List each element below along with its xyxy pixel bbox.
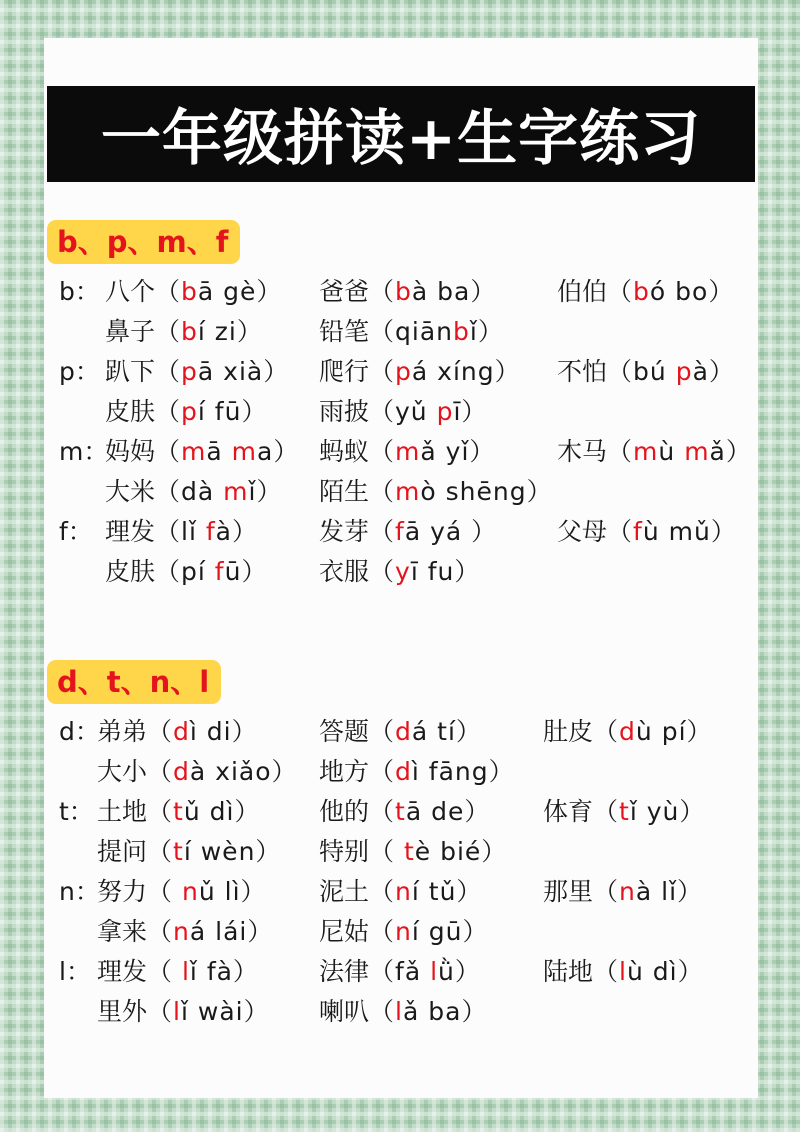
- pinyin-text: í fū）: [197, 397, 268, 426]
- vocab-pinyin: [593, 877, 703, 906]
- vocab-word: 理发: [105, 517, 156, 546]
- vocab-pinyin: [607, 277, 734, 306]
- vocab-item: [97, 752, 298, 792]
- pinyin-initial-highlight: l: [619, 957, 627, 986]
- vocab-item: [557, 432, 752, 472]
- vocab-word: 陆地: [543, 957, 594, 986]
- vocab-item: [543, 712, 713, 752]
- vocab-word: 雨披: [319, 397, 370, 426]
- vocab-word: 提问: [97, 837, 148, 866]
- vocab-word: 趴下: [105, 357, 156, 386]
- pinyin-text: （: [155, 317, 182, 346]
- vocab-line: [47, 272, 755, 312]
- vocab-line: [47, 392, 755, 432]
- vocab-pinyin: [369, 437, 495, 466]
- vocab-item: [97, 792, 260, 832]
- vocab-pinyin: [155, 437, 299, 466]
- vocab-pinyin: [147, 757, 298, 786]
- pinyin-initial-highlight: l: [181, 957, 190, 986]
- pinyin-text: （: [369, 837, 404, 866]
- vocab-word: 那里: [543, 877, 594, 906]
- vocab-word: 蚂蚁: [319, 437, 370, 466]
- vocab-pinyin: [369, 837, 507, 866]
- pinyin-text: （: [155, 437, 182, 466]
- pinyin-text: （qiān: [369, 317, 453, 346]
- vocab-pinyin: [369, 757, 515, 786]
- vocab-line: [47, 432, 755, 472]
- pinyin-text: ì di）: [189, 717, 258, 746]
- vocab-word: 爬行: [319, 357, 370, 386]
- pinyin-text: è bié）: [414, 837, 508, 866]
- vocab-item: [319, 432, 495, 472]
- vocab-pinyin: [155, 397, 267, 426]
- pinyin-text: ā yá ）: [404, 517, 498, 546]
- vocab-line: [47, 952, 755, 992]
- pinyin-text: （: [369, 357, 396, 386]
- vocab-item: [319, 472, 553, 512]
- pinyin-initial-highlight: d: [173, 757, 190, 786]
- pinyin-text: （: [155, 357, 182, 386]
- pinyin-text: （: [147, 717, 174, 746]
- vocab-item: [319, 272, 496, 312]
- vocab-item: [97, 872, 267, 912]
- initial-label: f：: [59, 517, 93, 546]
- vocab-line: [47, 712, 755, 752]
- vocab-item: [97, 952, 259, 992]
- vocab-item: [105, 352, 289, 392]
- pinyin-initial-highlight: n: [173, 917, 190, 946]
- pinyin-text: à）: [215, 517, 258, 546]
- pinyin-text: （: [369, 557, 396, 586]
- vocab-item: [97, 832, 281, 872]
- vocab-pinyin: [155, 357, 289, 386]
- pinyin-initial-highlight: p: [181, 357, 198, 386]
- vocab-word: 皮肤: [105, 557, 156, 586]
- pinyin-text: （: [369, 757, 396, 786]
- vocab-pinyin: [369, 997, 487, 1026]
- vocab-item: [319, 352, 521, 392]
- vocab-word: 答题: [319, 717, 370, 746]
- pinyin-text: （: [147, 917, 174, 946]
- vocab-word: 八个: [105, 277, 156, 306]
- pinyin-text: （: [147, 997, 174, 1026]
- pinyin-text: （fǎ: [369, 957, 431, 986]
- pinyin-text: （: [369, 917, 396, 946]
- pinyin-initial-highlight: d: [395, 757, 412, 786]
- vocab-word: 肚皮: [543, 717, 594, 746]
- vocab-pinyin: [147, 837, 281, 866]
- pinyin-text: （: [155, 397, 182, 426]
- pinyin-initial-highlight: f: [205, 517, 216, 546]
- pinyin-text: （: [147, 757, 174, 786]
- vocab-pinyin: [369, 317, 504, 346]
- pinyin-initial-highlight: l: [173, 997, 181, 1026]
- pinyin-text: ǜ）: [438, 957, 481, 986]
- vocab-word: 努力: [97, 877, 148, 906]
- vocab-item: [105, 512, 258, 552]
- pinyin-text: ā: [206, 437, 232, 466]
- vocab-pinyin: [593, 797, 705, 826]
- pinyin-text: （: [369, 717, 396, 746]
- vocab-item: [105, 552, 267, 592]
- pinyin-initial-highlight: t: [173, 797, 184, 826]
- pinyin-text: （lǐ: [155, 517, 206, 546]
- section-entries: [47, 712, 755, 1032]
- vocab-word: 土地: [97, 797, 148, 826]
- pinyin-text: （: [369, 877, 396, 906]
- vocab-item: [319, 872, 482, 912]
- vocab-item: [105, 312, 263, 352]
- pinyin-text: ó bo）: [649, 277, 735, 306]
- pinyin-text: á xíng）: [411, 357, 521, 386]
- vocab-word: 衣服: [319, 557, 370, 586]
- pinyin-initial-highlight: d: [395, 717, 412, 746]
- initial-label: t：: [59, 797, 94, 826]
- pinyin-text: （yǔ: [369, 397, 437, 426]
- pinyin-initial-highlight: m: [223, 477, 249, 506]
- pinyin-text: （: [147, 957, 182, 986]
- pinyin-initial-highlight: b: [395, 277, 412, 306]
- pinyin-initial-highlight: l: [395, 997, 403, 1026]
- pinyin-text: a）: [257, 437, 300, 466]
- vocab-word: 陌生: [319, 477, 370, 506]
- vocab-word: 里外: [97, 997, 148, 1026]
- worksheet-title: [47, 86, 755, 182]
- pinyin-initial-highlight: t: [395, 797, 406, 826]
- pinyin-text: ǔ lì）: [198, 877, 267, 906]
- pinyin-text: （: [369, 437, 396, 466]
- pinyin-initial-highlight: d: [173, 717, 190, 746]
- vocab-word: 理发: [97, 957, 148, 986]
- pinyin-initial-highlight: y: [395, 557, 411, 586]
- vocab-item: [97, 712, 258, 752]
- vocab-word: 妈妈: [105, 437, 156, 466]
- vocab-pinyin: [147, 997, 270, 1026]
- vocab-item: [319, 992, 487, 1032]
- vocab-line: [47, 832, 755, 872]
- pinyin-initial-highlight: d: [619, 717, 636, 746]
- vocab-word: 铅笔: [319, 317, 370, 346]
- pinyin-text: í zi）: [197, 317, 263, 346]
- pinyin-text: （: [369, 517, 396, 546]
- pinyin-initial-highlight: b: [633, 277, 650, 306]
- pinyin-text: à xiǎo）: [189, 757, 298, 786]
- vocab-line: [47, 512, 755, 552]
- vocab-item: [543, 792, 705, 832]
- vocab-item: [319, 832, 507, 872]
- pinyin-initial-highlight: m: [395, 477, 421, 506]
- pinyin-text: ǐ fà）: [189, 957, 259, 986]
- vocab-word: 尼姑: [319, 917, 370, 946]
- vocab-item: [543, 872, 703, 912]
- initial-label: l：: [59, 957, 91, 986]
- pinyin-text: （dà: [155, 477, 224, 506]
- vocab-word: 特别: [319, 837, 370, 866]
- vocab-item: [557, 352, 735, 392]
- pinyin-initial-highlight: p: [395, 357, 412, 386]
- vocab-pinyin: [369, 957, 481, 986]
- pinyin-text: ì fāng）: [411, 757, 515, 786]
- section-tag: d、t、n、l: [47, 660, 221, 704]
- pinyin-text: （: [593, 717, 620, 746]
- pinyin-text: （bú: [607, 357, 676, 386]
- pinyin-text: （: [147, 877, 182, 906]
- vocab-word: 泥土: [319, 877, 370, 906]
- initial-label: p：: [59, 357, 100, 386]
- pinyin-initial-highlight: b: [181, 277, 198, 306]
- pinyin-initial-highlight: n: [395, 917, 412, 946]
- vocab-item: [319, 552, 480, 592]
- title-text: 一年级拼读+生字练习: [100, 104, 702, 174]
- vocab-pinyin: [369, 477, 553, 506]
- vocab-item: [557, 512, 737, 552]
- vocab-pinyin: [155, 317, 263, 346]
- pinyin-initial-highlight: n: [395, 877, 412, 906]
- vocab-item: [105, 392, 267, 432]
- pinyin-text: ā xià）: [197, 357, 290, 386]
- vocab-word: 皮肤: [105, 397, 156, 426]
- pinyin-text: í tǔ）: [411, 877, 483, 906]
- vocab-pinyin: [369, 877, 482, 906]
- pinyin-text: ù: [658, 437, 685, 466]
- pinyin-initial-highlight: m: [633, 437, 659, 466]
- vocab-item: [557, 272, 734, 312]
- pinyin-text: á lái）: [189, 917, 274, 946]
- initial-label: n：: [59, 877, 100, 906]
- vocab-word: 木马: [557, 437, 608, 466]
- pinyin-initial-highlight: t: [403, 837, 415, 866]
- vocab-pinyin: [147, 797, 260, 826]
- vocab-pinyin: [155, 277, 282, 306]
- vocab-item: [97, 912, 273, 952]
- pinyin-text: ū）: [224, 557, 268, 586]
- pinyin-text: （pí: [155, 557, 215, 586]
- pinyin-text: à ba）: [411, 277, 497, 306]
- vocab-line: [47, 472, 755, 512]
- vocab-item: [105, 472, 282, 512]
- pinyin-initial-highlight: m: [395, 437, 421, 466]
- vocab-word: 发芽: [319, 517, 370, 546]
- pinyin-initial-highlight: m: [684, 437, 710, 466]
- pinyin-initial-highlight: m: [181, 437, 207, 466]
- vocab-item: [319, 312, 504, 352]
- vocab-word: 他的: [319, 797, 370, 826]
- pinyin-text: à lǐ）: [635, 877, 704, 906]
- vocab-item: [543, 952, 704, 992]
- pinyin-initial-highlight: f: [214, 557, 225, 586]
- pinyin-initial-highlight: l: [430, 957, 439, 986]
- vocab-line: [47, 352, 755, 392]
- initial-label: d：: [59, 717, 100, 746]
- vocab-word: 父母: [557, 517, 608, 546]
- pinyin-text: ī fu）: [410, 557, 481, 586]
- pinyin-initial-highlight: p: [436, 397, 454, 426]
- vocab-item: [319, 512, 497, 552]
- vocab-pinyin: [147, 717, 258, 746]
- pinyin-text: ù mǔ）: [642, 517, 737, 546]
- section-tag: b、p、m、f: [47, 220, 240, 264]
- vocab-item: [105, 272, 282, 312]
- vocab-word: 伯伯: [557, 277, 608, 306]
- vocab-pinyin: [607, 437, 752, 466]
- pinyin-initial-highlight: m: [231, 437, 258, 466]
- pinyin-text: （: [593, 957, 620, 986]
- pinyin-text: à）: [692, 357, 735, 386]
- pinyin-text: （: [593, 877, 620, 906]
- vocab-word: 大小: [97, 757, 148, 786]
- vocab-line: [47, 752, 755, 792]
- vocab-word: 地方: [319, 757, 370, 786]
- vocab-word: 喇叭: [319, 997, 370, 1026]
- vocab-pinyin: [147, 957, 259, 986]
- pinyin-text: ǐ wài）: [180, 997, 270, 1026]
- vocab-item: [319, 752, 515, 792]
- vocab-pinyin: [593, 957, 704, 986]
- pinyin-text: （: [607, 517, 634, 546]
- pinyin-text: （: [369, 797, 396, 826]
- vocab-pinyin: [369, 277, 496, 306]
- vocab-word: 拿来: [97, 917, 148, 946]
- vocab-pinyin: [369, 517, 497, 546]
- pinyin-text: ù dì）: [626, 957, 704, 986]
- vocab-item: [319, 792, 490, 832]
- pinyin-text: ā de）: [405, 797, 491, 826]
- pinyin-text: í wèn）: [183, 837, 282, 866]
- pinyin-text: í gū）: [411, 917, 489, 946]
- vocab-pinyin: [155, 517, 258, 546]
- vocab-line: [47, 992, 755, 1032]
- pinyin-initial-highlight: b: [453, 317, 470, 346]
- pinyin-text: ò shēng）: [420, 477, 553, 506]
- vocab-pinyin: [593, 717, 713, 746]
- vocab-line: [47, 792, 755, 832]
- vocab-pinyin: [147, 917, 273, 946]
- vocab-word: 大米: [105, 477, 156, 506]
- pinyin-initial-highlight: p: [181, 397, 198, 426]
- vocab-pinyin: [369, 797, 490, 826]
- vocab-word: 爸爸: [319, 277, 370, 306]
- vocab-word: 法律: [319, 957, 370, 986]
- pinyin-text: ǐ yù）: [629, 797, 706, 826]
- vocab-line: [47, 312, 755, 352]
- pinyin-initial-highlight: f: [633, 517, 643, 546]
- vocab-pinyin: [147, 877, 267, 906]
- pinyin-text: （: [369, 277, 396, 306]
- vocab-item: [319, 952, 481, 992]
- vocab-pinyin: [155, 557, 267, 586]
- pinyin-initial-highlight: f: [395, 517, 405, 546]
- pinyin-text: （: [607, 277, 634, 306]
- pinyin-text: （: [155, 277, 182, 306]
- vocab-item: [97, 992, 270, 1032]
- pinyin-text: （: [607, 437, 634, 466]
- pinyin-text: （: [147, 837, 174, 866]
- pinyin-text: （: [147, 797, 174, 826]
- pinyin-initial-highlight: n: [619, 877, 636, 906]
- pinyin-initial-highlight: p: [675, 357, 693, 386]
- vocab-pinyin: [155, 477, 282, 506]
- pinyin-text: ī）: [453, 397, 488, 426]
- pinyin-text: ǐ）: [248, 477, 283, 506]
- section-entries: [47, 272, 755, 592]
- vocab-item: [319, 912, 489, 952]
- pinyin-text: （: [593, 797, 620, 826]
- vocab-pinyin: [607, 357, 735, 386]
- pinyin-initial-highlight: b: [181, 317, 198, 346]
- vocab-word: 不怕: [557, 357, 608, 386]
- vocab-item: [105, 432, 299, 472]
- pinyin-text: ǎ ba）: [402, 997, 488, 1026]
- pinyin-text: ǔ dì）: [183, 797, 261, 826]
- vocab-pinyin: [369, 917, 488, 946]
- initial-label: b：: [59, 277, 100, 306]
- vocab-line: [47, 552, 755, 592]
- pinyin-text: ā gè）: [197, 277, 283, 306]
- pinyin-initial-highlight: t: [173, 837, 184, 866]
- vocab-pinyin: [369, 397, 487, 426]
- pinyin-text: ǐ）: [469, 317, 504, 346]
- pinyin-initial-highlight: t: [619, 797, 630, 826]
- pinyin-text: á tí）: [411, 717, 482, 746]
- vocab-pinyin: [369, 717, 482, 746]
- pinyin-text: ǎ）: [709, 437, 752, 466]
- vocab-pinyin: [369, 557, 480, 586]
- vocab-word: 鼻子: [105, 317, 156, 346]
- vocab-line: [47, 872, 755, 912]
- pinyin-text: （: [369, 477, 396, 506]
- initial-label: m：: [59, 437, 109, 466]
- vocab-pinyin: [369, 357, 521, 386]
- pinyin-initial-highlight: n: [181, 877, 199, 906]
- pinyin-text: （: [369, 997, 396, 1026]
- vocab-word: 体育: [543, 797, 594, 826]
- pinyin-text: ù pí）: [635, 717, 713, 746]
- vocab-line: [47, 912, 755, 952]
- vocab-item: [319, 712, 482, 752]
- pinyin-text: ǎ yǐ）: [420, 437, 496, 466]
- vocab-item: [319, 392, 487, 432]
- vocab-word: 弟弟: [97, 717, 148, 746]
- vocab-pinyin: [607, 517, 737, 546]
